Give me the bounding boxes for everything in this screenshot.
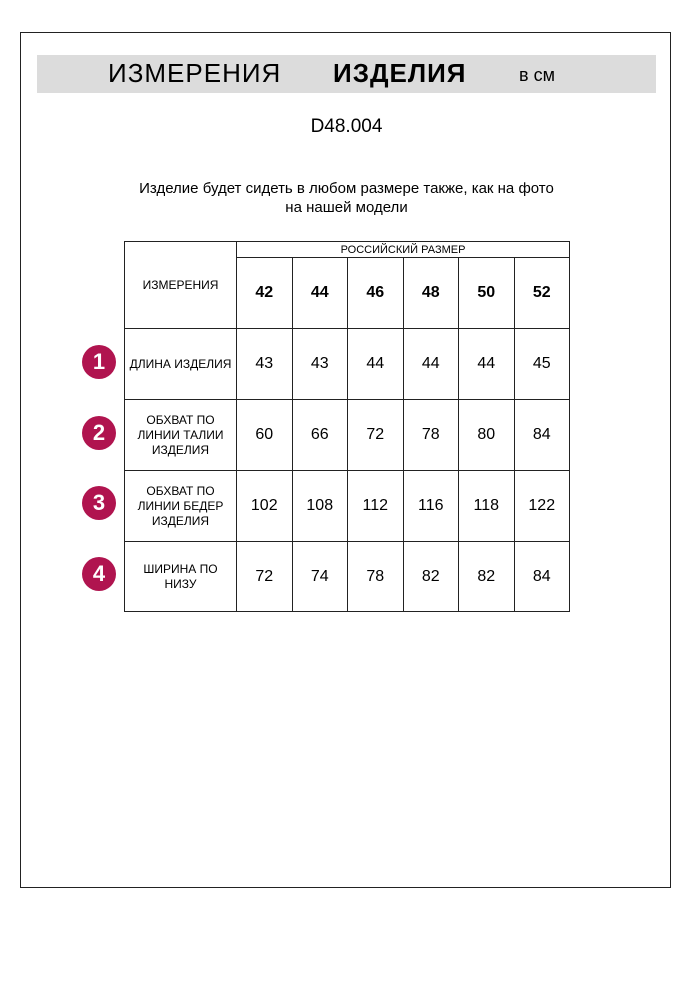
row-label-line: ЛИНИИ ТАЛИИ	[137, 427, 224, 442]
value-cell: 84	[514, 542, 570, 612]
value-cell: 80	[459, 400, 515, 471]
fit-note-line-2: на нашей модели	[285, 199, 408, 216]
size-header-cell: 42	[237, 258, 293, 329]
size-header-cell: 46	[348, 258, 404, 329]
value-cell: 122	[514, 471, 570, 542]
value-cell: 74	[292, 542, 348, 612]
value-cell: 78	[403, 400, 459, 471]
value-cell: 72	[348, 400, 404, 471]
row-number-badge: 2	[82, 416, 116, 450]
table-row	[125, 400, 570, 471]
row-number-badge: 3	[82, 486, 116, 520]
row-label-line: ДЛИНА ИЗДЕЛИЯ	[129, 356, 232, 371]
value-cell: 44	[459, 329, 515, 400]
value-cell: 66	[292, 400, 348, 471]
row-label-line: ОБХВАТ ПО	[146, 412, 215, 427]
value-cell: 112	[348, 471, 404, 542]
size-header-cell: 50	[459, 258, 515, 329]
value-cell: 78	[348, 542, 404, 612]
russian-size-header: РОССИЙСКИЙ РАЗМЕР	[237, 242, 570, 258]
row-label	[125, 329, 237, 400]
measurements-header: ИЗМЕРЕНИЯ	[125, 242, 237, 329]
row-label-line: ИЗДЕЛИЯ	[151, 513, 210, 528]
value-cell: 72	[237, 542, 293, 612]
value-cell: 43	[292, 329, 348, 400]
table-row	[125, 542, 570, 612]
value-cell: 82	[403, 542, 459, 612]
value-cell: 116	[403, 471, 459, 542]
row-number-badge: 4	[82, 557, 116, 591]
row-label-line: ШИРИНА ПО	[143, 561, 218, 576]
value-cell: 44	[348, 329, 404, 400]
table-row	[125, 329, 570, 400]
value-cell: 108	[292, 471, 348, 542]
table-row	[125, 471, 570, 542]
row-label	[125, 542, 237, 612]
row-label	[125, 471, 237, 542]
row-label-line: НИЗУ	[164, 576, 197, 591]
title-units: в см	[519, 65, 555, 85]
value-cell: 82	[459, 542, 515, 612]
size-header-cell: 48	[403, 258, 459, 329]
value-cell: 84	[514, 400, 570, 471]
value-cell: 102	[237, 471, 293, 542]
size-header-cell: 52	[514, 258, 570, 329]
fit-note	[0, 179, 693, 217]
size-table	[124, 241, 570, 612]
value-cell: 43	[237, 329, 293, 400]
value-cell: 44	[403, 329, 459, 400]
row-label	[125, 400, 237, 471]
fit-note-line-1: Изделие будет сидеть в любом размере также, как на фото	[139, 180, 554, 197]
product-code: D48.004	[310, 116, 383, 137]
value-cell: 45	[514, 329, 570, 400]
row-number-badge: 1	[82, 345, 116, 379]
title-word-product: ИЗДЕЛИЯ	[333, 58, 467, 88]
size-header-cell: 44	[292, 258, 348, 329]
title-word-measurements: ИЗМЕРЕНИЯ	[108, 58, 282, 88]
value-cell: 60	[237, 400, 293, 471]
row-label-line: ЛИНИИ БЕДЕР	[137, 498, 224, 513]
row-label-line: ИЗДЕЛИЯ	[151, 442, 210, 457]
row-label-line: ОБХВАТ ПО	[146, 483, 215, 498]
value-cell: 118	[459, 471, 515, 542]
